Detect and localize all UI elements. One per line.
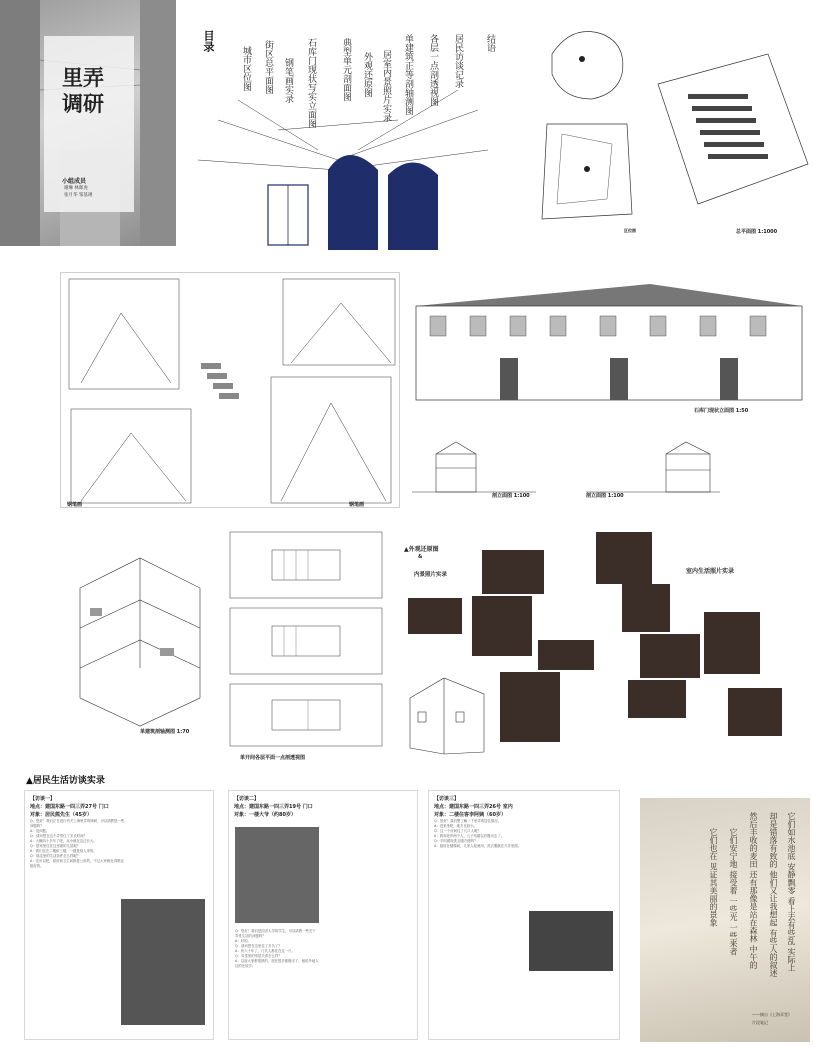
cover-photo-panel bbox=[0, 0, 176, 246]
poem-line: 它们安宁地 接受着 一些光 一些来者 bbox=[729, 828, 738, 956]
poem-credit-1: ——摘自《上海弄堂》 bbox=[752, 1012, 792, 1017]
title-line-2: 调研 bbox=[62, 91, 104, 116]
interview-place: 地点：建国东路一四三弄26号 室内 bbox=[434, 804, 513, 810]
floor-perspective-graphic bbox=[226, 528, 386, 750]
elevation-drawing bbox=[410, 276, 810, 418]
exterior-interior-panel bbox=[404, 540, 596, 762]
life-photo bbox=[596, 532, 652, 584]
interview-tag: 【访谈二】 bbox=[234, 796, 260, 802]
toc-item: 居民访谈记录 bbox=[453, 34, 463, 88]
interview-body: Q：您好！我们想了解一下里弄的居住情况。 A：进来坐吧，地方比较小。 Q：这一个房间住了几口人呢？ A：我和老伴两个人，儿子结婚以后搬出去了。 Q：平时做饭洗衣服方便吗？ A：厨房在楼梯间，几家人轮流用，洗衣服就在天井里面。 bbox=[434, 819, 522, 848]
interior-photo bbox=[472, 596, 532, 656]
axonometric-caption: 单建筑剖轴测图 1:70 bbox=[140, 729, 190, 735]
interview-photo bbox=[235, 827, 319, 923]
section-caption-2: 剖立面图 1:100 bbox=[586, 493, 624, 499]
exterior-amp: & bbox=[418, 554, 423, 560]
interview-photo bbox=[529, 911, 613, 971]
team-heading: 小组成员 bbox=[62, 178, 87, 185]
section-1-graphic bbox=[412, 438, 536, 494]
life-photos-panel bbox=[594, 532, 812, 764]
location-map-caption: 区位图 bbox=[624, 228, 636, 233]
poem-line: 然后丰收的麦田 还有那像是站在森林 中午的 bbox=[749, 812, 758, 970]
interview-card bbox=[228, 790, 418, 1040]
elevation-graphic bbox=[410, 276, 810, 406]
poem-credit-2: 片段笔记 bbox=[752, 1020, 768, 1025]
toc-item: 居室内景照片实录 bbox=[381, 50, 391, 122]
site-plan-graphic bbox=[648, 44, 813, 240]
poem-line: 却是错落有致的 他们又让我想起 有些人的叙述 bbox=[769, 812, 778, 978]
team-members-1: 谢琳 林晖虎 bbox=[64, 186, 88, 191]
interview-card bbox=[428, 790, 620, 1040]
section-drawing-2 bbox=[586, 438, 720, 502]
toc-item: 石库门现状写实立面图 bbox=[306, 38, 316, 128]
poem-line: 它们如水池底 安静飘零 看上去有些乱 实际上 bbox=[787, 812, 796, 972]
poem-line: 它们也在 见证其美丽的景象 bbox=[709, 828, 718, 927]
pen-sketch-caption-2: 钢笔画 bbox=[349, 502, 365, 508]
interior-photos-caption: 内景照片实录 bbox=[414, 572, 448, 578]
toc-heading: 目录 bbox=[202, 30, 215, 52]
life-photos-caption: 室内生活照片实录 bbox=[686, 568, 735, 575]
interview-card bbox=[24, 790, 214, 1040]
interview-heading: ▲居民生活访谈实录 bbox=[26, 776, 105, 786]
interview-subject: 对象：一楼大爷（约80岁） bbox=[234, 812, 296, 818]
interview-tag: 【访谈三】 bbox=[434, 796, 460, 802]
toc-item: 结语 bbox=[485, 34, 495, 52]
pen-sketch-graphic bbox=[61, 273, 401, 509]
interview-place: 地点：建国东路一四三弄19号 门口 bbox=[234, 804, 313, 810]
title-line-1: 里弄 bbox=[62, 65, 104, 90]
location-map bbox=[532, 14, 642, 234]
toc-item: 城市区位图 bbox=[241, 46, 251, 91]
life-photo bbox=[704, 612, 760, 674]
site-plan bbox=[648, 44, 813, 240]
axonometric-graphic bbox=[60, 528, 216, 728]
pen-sketch-cluster bbox=[60, 272, 400, 508]
interview-place: 地点：建国东路一四三弄27号 门口 bbox=[30, 804, 109, 810]
toc-item: 单建筑正等剖轴测图 bbox=[403, 34, 413, 115]
section-caption-1: 剖立面图 1:100 bbox=[492, 493, 530, 499]
toc-item: 典型单元剖面图 bbox=[341, 38, 351, 101]
exterior-sketch bbox=[404, 668, 494, 758]
life-photo bbox=[728, 688, 782, 736]
life-photo bbox=[622, 584, 670, 632]
exterior-heading: ▲外观还原图 bbox=[404, 546, 439, 553]
life-photo bbox=[640, 634, 700, 678]
toc-panel bbox=[178, 0, 500, 260]
toc-item: 钢笔画实录 bbox=[283, 58, 293, 103]
toc-item: 各层一点剖透视图 bbox=[428, 34, 438, 106]
floor-perspective-drawing bbox=[226, 528, 386, 764]
interview-tag: 【访谈一】 bbox=[30, 796, 56, 802]
interior-photo bbox=[482, 550, 544, 594]
axonometric-drawing bbox=[60, 528, 216, 742]
interior-photo bbox=[500, 672, 560, 742]
interior-photo bbox=[408, 598, 462, 634]
section-2-graphic bbox=[586, 438, 720, 494]
site-plan-caption: 总平面图 1:1000 bbox=[736, 229, 778, 235]
interior-photo bbox=[538, 640, 594, 670]
interview-body: Q：您好！我们是同济大学的学生，可以请教一些关于弄堂生活的问题吗？ A：好的。 Q：请问您在这里住了多久了？ A：快六十年了，几代人都住在这一片。 Q：弄堂里的邻居关系怎么样？ A：以前大家都很熟的，现在很多都搬走了，租给外地人住的比较多。 bbox=[235, 929, 319, 968]
life-photo bbox=[628, 680, 686, 718]
location-map-graphic bbox=[532, 14, 642, 234]
interview-subject: 对象：二楼住客李阿姨（60岁） bbox=[434, 812, 506, 818]
section-drawing-1 bbox=[412, 438, 536, 502]
poem-panel bbox=[640, 798, 810, 1042]
interview-photo bbox=[121, 899, 205, 1025]
elevation-caption: 石库门现状立面图 1:50 bbox=[694, 408, 749, 414]
toc-item: 街区总平面图 bbox=[263, 40, 273, 94]
interview-subject: 对象：居民熊先生（45岁） bbox=[30, 812, 92, 818]
floor-perspective-caption: 单开间各层平面一点剖透视图 bbox=[240, 755, 306, 761]
pen-sketch-caption-1: 钢笔画 bbox=[67, 502, 83, 508]
toc-item: 外观还原图 bbox=[362, 52, 372, 97]
team-members-2: 张月华 邹基翊 bbox=[64, 193, 93, 198]
interview-body: Q：您好！我们正在进行有关上海里弄的调研，可以请教您一些问题吗？ A：没问题。 Q：请问您在这个弄堂住了多长时间？ A：大概四十多年了吧，从小就在这边长大。 Q：您家里住在这里面的几层呢？ A：我们住在二楼和三楼，一楼是别人家的。 Q：那这里的生活条件怎么样呢？ A：还可以吧，厨房和卫生间都是公用的，不过大家相处得都还挺好的。 bbox=[30, 819, 125, 868]
